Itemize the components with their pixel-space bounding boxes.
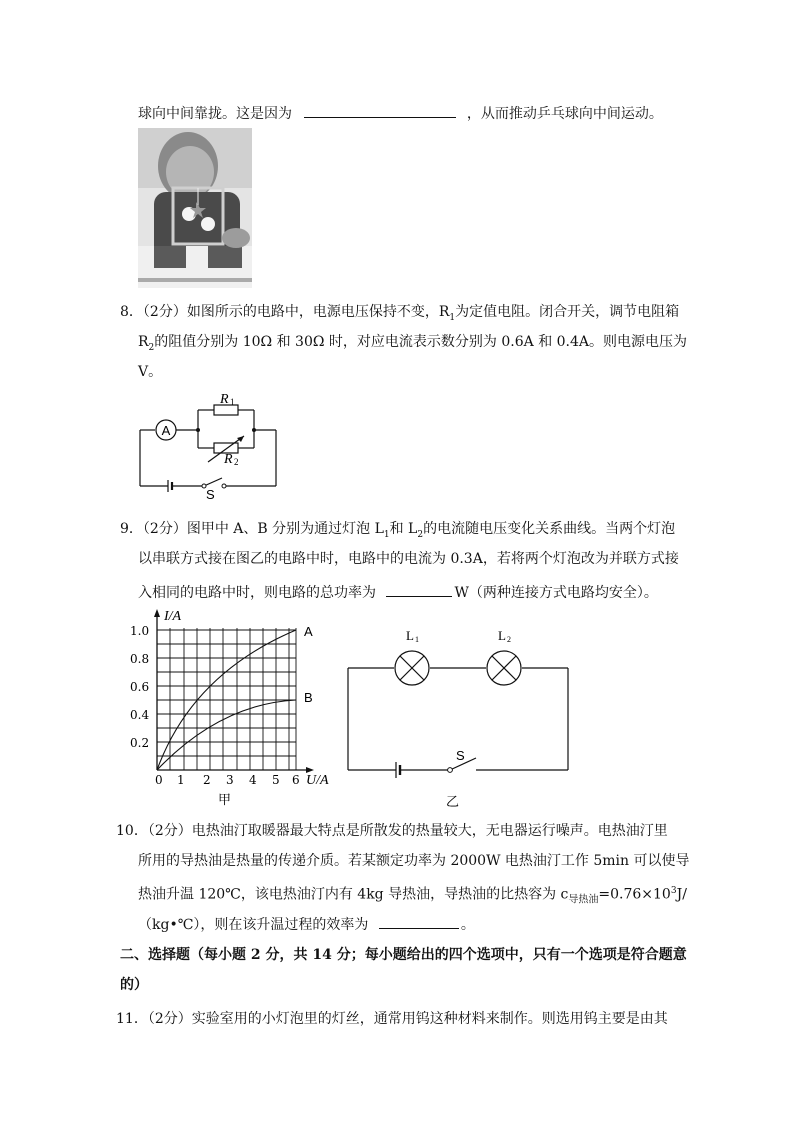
- q10-text-4a: （kg•℃），则在该升温过程的效率为: [138, 917, 369, 933]
- x-tick: 2: [203, 773, 211, 787]
- q9-text-3a: 入相同的电路中时，则电路的总功率为: [138, 585, 376, 601]
- graph-x-label: U/A: [306, 773, 329, 788]
- section2-text-1: 二、选择题（每小题 2 分，共 14 分；每小题给出的四个选项中，只有一个选项是符合题意: [120, 947, 687, 963]
- q8-line2: [138, 333, 687, 357]
- y-tick: 0.4: [130, 708, 150, 722]
- x-tick: 1: [177, 773, 185, 787]
- switch-label: S: [206, 487, 215, 500]
- q10-answer-blank[interactable]: [379, 914, 459, 929]
- l1-sub-label: 1: [415, 635, 419, 644]
- q9-switch-label: S: [456, 748, 465, 763]
- q7-answer-blank[interactable]: [304, 103, 456, 118]
- ammeter-label: A: [161, 423, 171, 438]
- section2-text-2: 的）: [120, 977, 148, 993]
- q9-sub-2: 2: [417, 529, 424, 540]
- y-tick: 1.0: [130, 624, 150, 638]
- r1-sub-label: 1: [230, 397, 235, 407]
- q8-text-1b: 为定值电阻。闭合开关，调节电阻箱: [455, 304, 680, 320]
- curve-b: [157, 700, 296, 770]
- q8-line3: [138, 363, 162, 381]
- q7-text-b: ，从而推动乒乓球向中间运动。: [466, 106, 663, 122]
- q9-text-1c: 的电流随电压变化关系曲线。当两个灯泡: [423, 521, 676, 537]
- q10-sup: 3: [670, 886, 677, 896]
- r2-sub-label: 2: [234, 457, 239, 467]
- y-tick: 0.2: [130, 736, 150, 750]
- graph-y-label: I/A: [164, 609, 182, 624]
- q7-line: [138, 103, 663, 123]
- q8-sub-1: 1: [449, 312, 456, 323]
- q8-text-3: V。: [138, 364, 163, 380]
- q10-line1: [116, 822, 668, 840]
- q9-text-1b: 和 L: [389, 521, 418, 537]
- q10-text-1: 10．（2分）电热油汀取暖器最大特点是所散发的热量较大，无电器运行噪声。电热油汀里: [116, 823, 668, 839]
- q10-text-3a: 热油升温 120℃，该电热油汀内有 4kg 导热油，导热油的比热容为 c: [138, 886, 569, 903]
- q11-text-1: 11．（2分）实验室用的小灯泡里的灯丝，通常用钨这种材料来制作。则选用钨主要是由其: [116, 1011, 668, 1027]
- l2-sub-label: 2: [507, 635, 511, 644]
- q9-line3: [138, 582, 658, 602]
- y-tick: 0.6: [130, 680, 150, 694]
- q9-lamp-circuit: [342, 622, 574, 812]
- q9-answer-blank[interactable]: [386, 582, 452, 597]
- q8-text-2b: 的阻值分别为 10Ω 和 30Ω 时，对应电流表示数分别为 0.6A 和 0.4A。则电源电压为: [154, 334, 688, 350]
- q10-line4: [138, 914, 475, 934]
- l1-label: L: [406, 628, 414, 643]
- x-tick: 4: [249, 773, 257, 787]
- q8-text-2a: R: [138, 334, 149, 350]
- q8-text-1: 8．（2分）如图所示的电路中，电源电压保持不变，R: [120, 304, 450, 320]
- y-tick: 0.8: [130, 652, 150, 666]
- q10-text-3b: =0.76×10: [598, 886, 671, 903]
- l2-label: L: [498, 628, 506, 643]
- q9-circuit-caption: 乙: [446, 795, 460, 810]
- x-tick: 0: [155, 773, 163, 787]
- x-tick: 5: [272, 773, 280, 787]
- q9-text-1a: 9．（2分）图甲中 A、B 分别为通过灯泡 L: [120, 521, 384, 537]
- q10-line3: [138, 882, 687, 909]
- q9-iu-graph: [130, 604, 340, 810]
- q10-text-2: 所用的导热油是热量的传递介质。若某额定功率为 2000W 电热油汀工作 5min 可以使导: [138, 853, 690, 869]
- q9-line1: [120, 520, 675, 544]
- section2-heading-cont: [120, 976, 148, 994]
- r1-label: R: [220, 392, 229, 407]
- graph-caption: 甲: [218, 793, 232, 808]
- q9-sub-1: 1: [383, 529, 390, 540]
- q8-sub-2: 2: [148, 342, 155, 353]
- q8-circuit-diagram: [136, 392, 282, 500]
- q9-text-2: 以串联方式接在图乙的电路中时，电路中的电流为 0.3A，若将两个灯泡改为并联方式接: [138, 551, 679, 567]
- q8-line1: [120, 303, 679, 327]
- child-pingpong-photo: [138, 128, 252, 288]
- q10-sub: 导热油: [568, 894, 599, 906]
- q9-line2: [138, 550, 679, 568]
- q7-text-a: 球向中间靠拢。这是因为: [138, 106, 292, 122]
- r2-label: R: [224, 452, 233, 467]
- q10-text-3c: J/: [676, 886, 687, 903]
- x-tick: 3: [226, 773, 234, 787]
- curve-a-label: A: [304, 624, 313, 639]
- section2-heading: [120, 946, 687, 964]
- photo-illustration: [138, 128, 252, 288]
- x-tick: 6: [292, 773, 300, 787]
- q9-text-3b: W（两种连接方式电路均安全）。: [454, 585, 658, 601]
- q10-text-4b: 。: [460, 917, 475, 933]
- curve-b-label: B: [304, 690, 313, 705]
- q11-line1: [116, 1010, 668, 1028]
- q10-line2: [138, 852, 690, 870]
